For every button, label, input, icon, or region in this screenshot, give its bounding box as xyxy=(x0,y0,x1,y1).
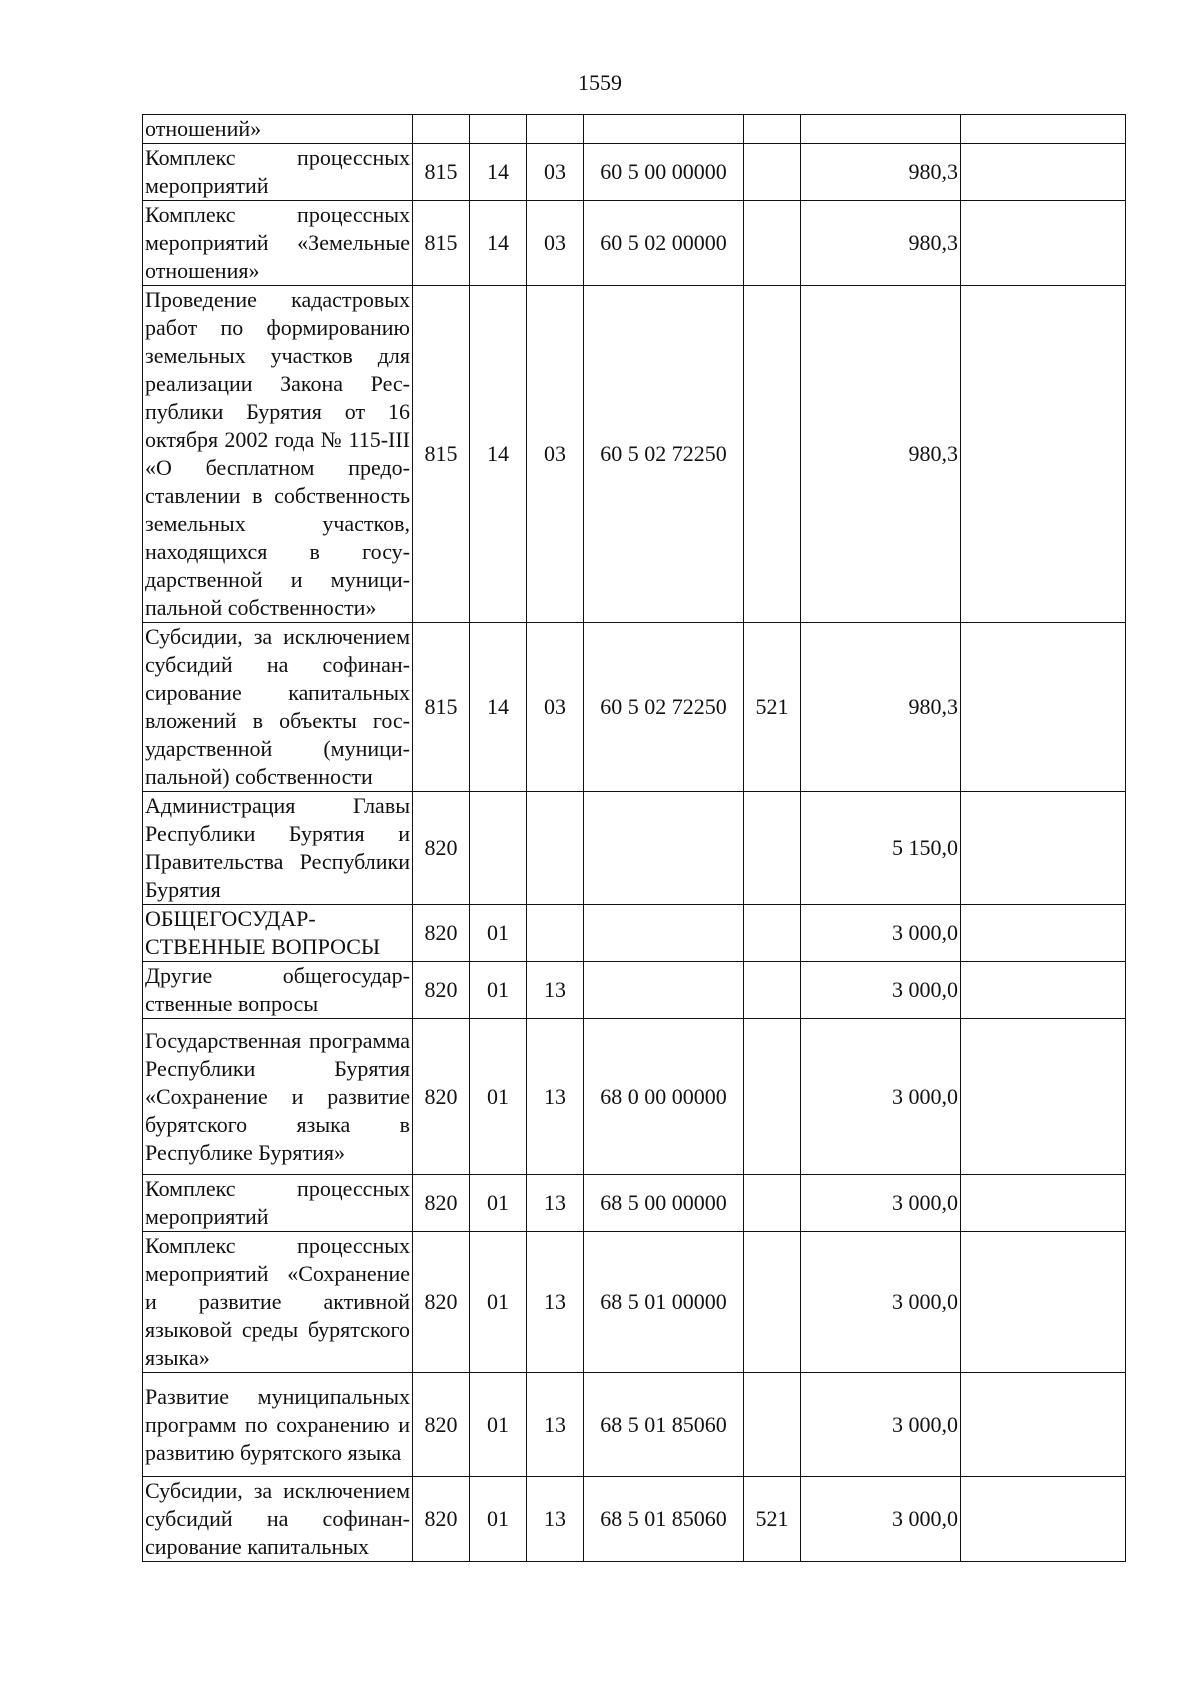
amount-cell: 980,3 xyxy=(801,201,961,286)
row-name-cell: Проведение кадастровых работ по формированию земельных участков для реализации Закона Республики Бурятия от 16 октября 2002 года № 115-III «О бесплатном предоставлении в собственность земельных участков, находящихся в государственной и муниципальной собственности» xyxy=(143,286,413,623)
subsection-code-cell xyxy=(527,115,584,144)
section-code-cell: 14 xyxy=(470,201,527,286)
row-name-cell: Субсидии, за исключением субсидий на софинансирование капитальных xyxy=(143,1477,413,1562)
empty-cell xyxy=(961,201,1126,286)
amount-cell: 3 000,0 xyxy=(801,1019,961,1175)
target-article-cell: 68 0 00 00000 xyxy=(584,1019,744,1175)
ministry-code-cell: 820 xyxy=(413,1232,470,1373)
empty-cell xyxy=(961,905,1126,962)
section-code-cell xyxy=(470,792,527,905)
empty-cell xyxy=(961,1175,1126,1232)
section-code-cell: 01 xyxy=(470,905,527,962)
section-code-cell: 01 xyxy=(470,1019,527,1175)
ministry-code-cell: 815 xyxy=(413,201,470,286)
ministry-code-cell: 820 xyxy=(413,1019,470,1175)
subsection-code-cell xyxy=(527,905,584,962)
target-article-cell: 60 5 02 72250 xyxy=(584,623,744,792)
target-article-cell: 68 5 01 85060 xyxy=(584,1373,744,1477)
expense-type-cell: 521 xyxy=(744,1477,801,1562)
section-code-cell: 14 xyxy=(470,623,527,792)
subsection-code-cell: 13 xyxy=(527,1175,584,1232)
table-row xyxy=(143,792,1126,905)
target-article-cell: 60 5 00 00000 xyxy=(584,144,744,201)
empty-cell xyxy=(961,144,1126,201)
row-name-cell: Другие общегосударственные вопросы xyxy=(143,962,413,1019)
empty-cell xyxy=(961,1019,1126,1175)
expense-type-cell xyxy=(744,201,801,286)
ministry-code-cell: 820 xyxy=(413,1477,470,1562)
target-article-cell xyxy=(584,115,744,144)
row-name-cell: Развитие муниципальных программ по сохранению и развитию бурятского языка xyxy=(143,1373,413,1477)
table-row xyxy=(143,144,1126,201)
section-code-cell xyxy=(470,115,527,144)
table-row xyxy=(143,1232,1126,1373)
amount-cell: 3 000,0 xyxy=(801,962,961,1019)
row-name-cell: Субсидии, за исключением субсидий на софинансирование капитальных вложений в объекты государственной (муниципальной) собственности xyxy=(143,623,413,792)
table-row xyxy=(143,1019,1126,1175)
empty-cell xyxy=(961,962,1126,1019)
table-row xyxy=(143,962,1126,1019)
amount-cell xyxy=(801,115,961,144)
subsection-code-cell: 13 xyxy=(527,1019,584,1175)
expense-type-cell xyxy=(744,792,801,905)
row-name-cell: Государственная программа Республики Бурятия «Сохранение и развитие бурятского языка в Республике Бурятия» xyxy=(143,1019,413,1175)
amount-cell: 3 000,0 xyxy=(801,905,961,962)
table-row xyxy=(143,1175,1126,1232)
subsection-code-cell: 13 xyxy=(527,962,584,1019)
section-code-cell: 14 xyxy=(470,144,527,201)
amount-cell: 5 150,0 xyxy=(801,792,961,905)
table-row xyxy=(143,905,1126,962)
expense-type-cell xyxy=(744,144,801,201)
section-code-cell: 01 xyxy=(470,1477,527,1562)
target-article-cell xyxy=(584,905,744,962)
subsection-code-cell: 13 xyxy=(527,1477,584,1562)
row-name-cell: Комплекс процессных мероприятий xyxy=(143,144,413,201)
ministry-code-cell: 820 xyxy=(413,962,470,1019)
ministry-code-cell: 820 xyxy=(413,792,470,905)
table-row xyxy=(143,115,1126,144)
amount-cell: 3 000,0 xyxy=(801,1373,961,1477)
expense-type-cell xyxy=(744,286,801,623)
empty-cell xyxy=(961,115,1126,144)
section-code-cell: 01 xyxy=(470,962,527,1019)
table-row xyxy=(143,286,1126,623)
expense-type-cell xyxy=(744,115,801,144)
row-name-cell: Администрация Главы Республики Бурятия и Правительства Республики Бурятия xyxy=(143,792,413,905)
amount-cell: 3 000,0 xyxy=(801,1477,961,1562)
section-code-cell: 01 xyxy=(470,1175,527,1232)
expense-type-cell xyxy=(744,962,801,1019)
target-article-cell: 68 5 01 85060 xyxy=(584,1477,744,1562)
ministry-code-cell: 820 xyxy=(413,905,470,962)
target-article-cell: 68 5 00 00000 xyxy=(584,1175,744,1232)
expense-type-cell xyxy=(744,905,801,962)
subsection-code-cell: 03 xyxy=(527,144,584,201)
amount-cell: 980,3 xyxy=(801,623,961,792)
page-number: 1559 xyxy=(578,70,622,95)
target-article-cell: 68 5 01 00000 xyxy=(584,1232,744,1373)
empty-cell xyxy=(961,1232,1126,1373)
amount-cell: 980,3 xyxy=(801,144,961,201)
ministry-code-cell: 820 xyxy=(413,1175,470,1232)
ministry-code-cell: 815 xyxy=(413,623,470,792)
section-code-cell: 01 xyxy=(470,1232,527,1373)
row-name-cell: Комплекс процессных мероприятий «Сохранение и развитие активной языковой среды бурятского языка» xyxy=(143,1232,413,1373)
subsection-code-cell xyxy=(527,792,584,905)
subsection-code-cell: 03 xyxy=(527,201,584,286)
target-article-cell: 60 5 02 00000 xyxy=(584,201,744,286)
expense-type-cell xyxy=(744,1232,801,1373)
table-row xyxy=(143,1477,1126,1562)
ministry-code-cell xyxy=(413,115,470,144)
ministry-code-cell: 815 xyxy=(413,286,470,623)
target-article-cell xyxy=(584,792,744,905)
table-row xyxy=(143,623,1126,792)
target-article-cell xyxy=(584,962,744,1019)
empty-cell xyxy=(961,286,1126,623)
row-name-cell: отношений» xyxy=(143,115,413,144)
target-article-cell: 60 5 02 72250 xyxy=(584,286,744,623)
expense-type-cell xyxy=(744,1175,801,1232)
table-row xyxy=(143,1373,1126,1477)
subsection-code-cell: 03 xyxy=(527,286,584,623)
empty-cell xyxy=(961,623,1126,792)
section-code-cell: 01 xyxy=(470,1373,527,1477)
amount-cell: 980,3 xyxy=(801,286,961,623)
ministry-code-cell: 820 xyxy=(413,1373,470,1477)
budget-table-body xyxy=(143,115,1126,1562)
row-name-cell: Комплекс процессных мероприятий «Земельные отношения» xyxy=(143,201,413,286)
row-name-cell: ОБЩЕГОСУДАР-СТВЕННЫЕ ВОПРОСЫ xyxy=(143,905,413,962)
empty-cell xyxy=(961,1373,1126,1477)
expense-type-cell xyxy=(744,1373,801,1477)
expense-type-cell xyxy=(744,1019,801,1175)
empty-cell xyxy=(961,792,1126,905)
row-name-cell: Комплекс процессных мероприятий xyxy=(143,1175,413,1232)
empty-cell xyxy=(961,1477,1126,1562)
budget-table xyxy=(142,114,1126,1562)
subsection-code-cell: 13 xyxy=(527,1232,584,1373)
subsection-code-cell: 13 xyxy=(527,1373,584,1477)
expense-type-cell: 521 xyxy=(744,623,801,792)
subsection-code-cell: 03 xyxy=(527,623,584,792)
amount-cell: 3 000,0 xyxy=(801,1232,961,1373)
amount-cell: 3 000,0 xyxy=(801,1175,961,1232)
table-row xyxy=(143,201,1126,286)
ministry-code-cell: 815 xyxy=(413,144,470,201)
section-code-cell: 14 xyxy=(470,286,527,623)
